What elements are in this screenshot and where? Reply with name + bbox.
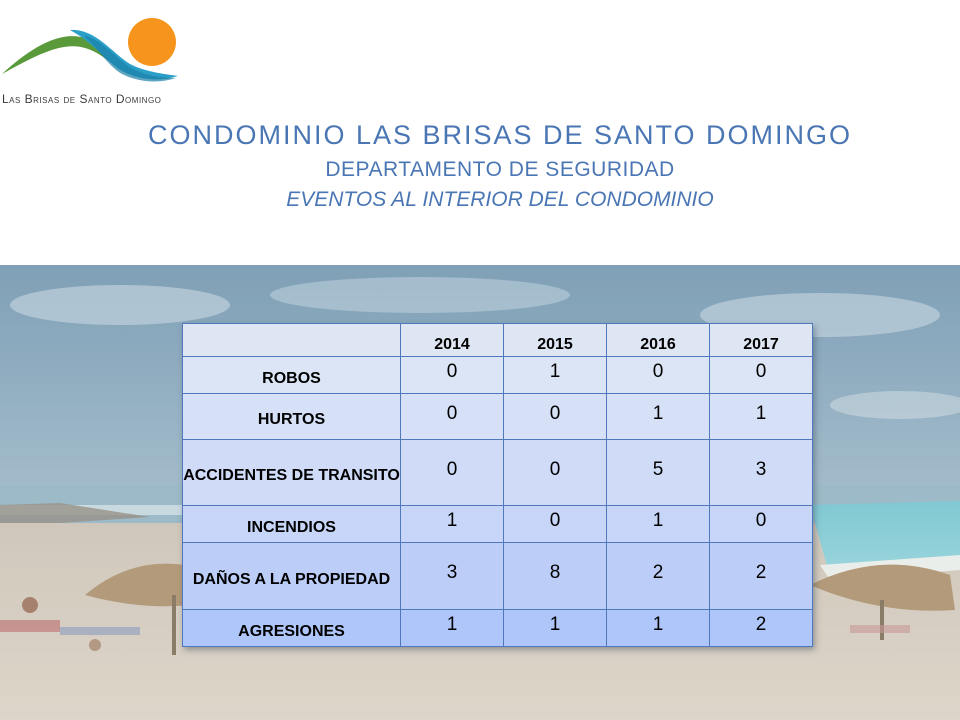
table-row (183, 543, 813, 610)
row-label: INCENDIOS (183, 506, 401, 543)
value-cell: 0 (607, 357, 710, 394)
value-cell: 5 (607, 440, 710, 506)
value-cell: 1 (504, 610, 607, 647)
department-title: DEPARTAMENTO DE SEGURIDAD (325, 158, 675, 181)
year-header: 2014 (401, 324, 504, 357)
value-cell: 0 (504, 394, 607, 440)
value-cell: 1 (401, 610, 504, 647)
year-header: 2016 (607, 324, 710, 357)
row-label: AGRESIONES (183, 610, 401, 647)
value-cell: 1 (401, 506, 504, 543)
page-title: CONDOMINIO LAS BRISAS DE SANTO DOMINGO (147, 120, 853, 150)
value-cell: 0 (401, 357, 504, 394)
value-cell: 0 (401, 440, 504, 506)
value-cell: 2 (607, 543, 710, 610)
table-row (183, 506, 813, 543)
value-cell: 1 (607, 610, 710, 647)
header-corner-cell (183, 324, 401, 357)
value-cell: 0 (504, 440, 607, 506)
value-cell: 1 (607, 394, 710, 440)
logo-wordmark: Las Brisas de Santo Domingo (2, 92, 162, 106)
table-row (183, 357, 813, 394)
sun-icon (128, 18, 176, 66)
value-cell: 2 (710, 610, 813, 647)
table-row (183, 610, 813, 647)
table-row (183, 440, 813, 506)
table-row (183, 394, 813, 440)
value-cell: 1 (607, 506, 710, 543)
value-cell: 0 (710, 506, 813, 543)
table-header-row (183, 324, 813, 357)
row-label: DAÑOS A LA PROPIEDAD (183, 543, 401, 610)
row-label: ACCIDENTES DE TRANSITO (183, 440, 401, 506)
year-header: 2017 (710, 324, 813, 357)
page-subtitle: EVENTOS AL INTERIOR DEL CONDOMINIO (286, 188, 714, 211)
value-cell: 0 (504, 506, 607, 543)
value-cell: 3 (710, 440, 813, 506)
value-cell: 0 (710, 357, 813, 394)
value-cell: 0 (401, 394, 504, 440)
security-events-table (182, 323, 813, 647)
value-cell: 3 (401, 543, 504, 610)
year-header: 2015 (504, 324, 607, 357)
brand-logo (0, 8, 190, 106)
logo-graphic (0, 8, 190, 93)
row-label: ROBOS (183, 357, 401, 394)
value-cell: 8 (504, 543, 607, 610)
row-label: HURTOS (183, 394, 401, 440)
value-cell: 2 (710, 543, 813, 610)
value-cell: 1 (710, 394, 813, 440)
value-cell: 1 (504, 357, 607, 394)
